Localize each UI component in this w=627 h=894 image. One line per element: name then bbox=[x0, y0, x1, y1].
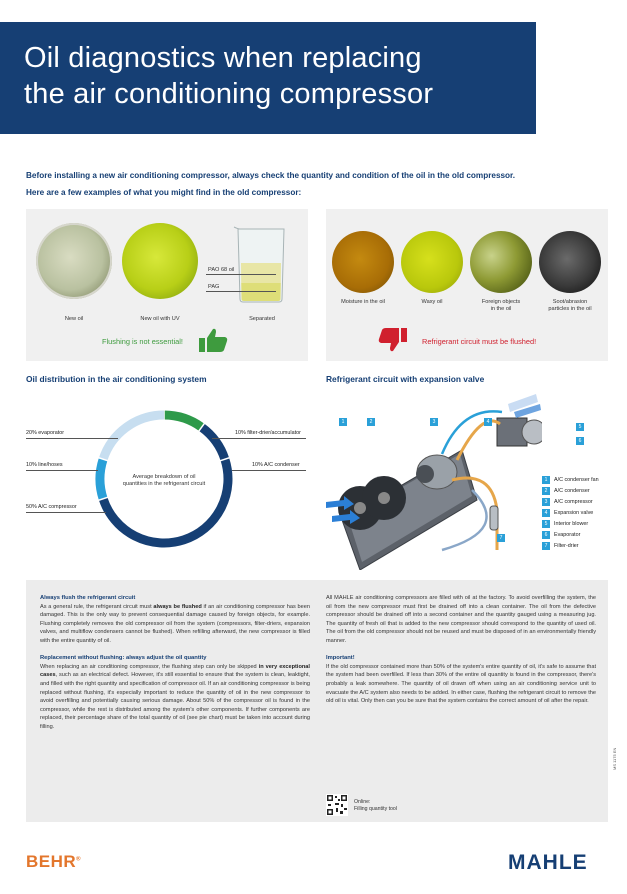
oil-distribution-title: Oil distribution in the air conditioning system bbox=[26, 374, 207, 384]
callout-4: 4 bbox=[484, 418, 492, 426]
soot-label-1: Soot/abrasion bbox=[552, 299, 588, 305]
foreign-label-1: Foreign objects bbox=[481, 299, 521, 305]
flush-not-essential: Flushing is not essential! bbox=[102, 337, 183, 346]
thumbs-up-icon bbox=[198, 327, 228, 353]
moisture-label: Moisture in the oil bbox=[341, 299, 385, 305]
legend-item: 5 Interior blower bbox=[542, 520, 588, 529]
new-oil-label: New oil bbox=[64, 316, 84, 322]
legend-item: 4 Expansion valve bbox=[542, 509, 593, 518]
intro-line-1: Before installing a new air conditioning compressor, always check the quantity and condition of the oil in the old compressor. bbox=[26, 171, 516, 180]
line-filter bbox=[212, 438, 306, 439]
line-compressor bbox=[26, 512, 106, 513]
panel-ok-oils bbox=[26, 209, 308, 361]
separated-label: Separated bbox=[249, 316, 275, 322]
heading-important: Important! bbox=[326, 655, 355, 662]
label-condenser: 10% A/C condenser bbox=[252, 462, 300, 468]
intro bbox=[26, 167, 611, 201]
callout-5: 5 bbox=[576, 423, 584, 431]
qr-code[interactable] bbox=[326, 794, 348, 816]
donut-center-line-1: Average breakdown of oil bbox=[132, 474, 196, 480]
callout-3: 3 bbox=[430, 418, 438, 426]
pao68-line bbox=[206, 274, 276, 275]
text-column-left bbox=[40, 594, 310, 740]
refrigerant-circuit-illustration bbox=[322, 390, 542, 570]
new-oil-uv-label: New oil with UV bbox=[140, 316, 180, 322]
soot-label-2: particles in the oil bbox=[548, 306, 592, 312]
qr-label: Online: Filling quantity tool bbox=[354, 799, 397, 812]
legend-item: 2 A/C condenser bbox=[542, 487, 590, 496]
panel-bad-oils bbox=[326, 209, 608, 361]
label-filter: 10% filter-drier/accumulator bbox=[235, 430, 301, 436]
paragraph-factory-fill: All MAHLE air conditioning compressors are filled with oil at the factory. To avoid overfilling the system, the oil from the new compressor must first be drained off into a clean container. The oil from the defective compressor should be drained off into a second container and the quantity gauged using a measuring jug. The quantity of fresh oil that is added to the new compressor should correspond to the quantity of used oil. The oil from the old compressor should not be reused and must be disposed of in an environmentally friendly manner. bbox=[326, 595, 596, 644]
pag-line bbox=[206, 291, 276, 292]
behr-logo: BEHR® bbox=[26, 852, 82, 871]
line-evaporator bbox=[26, 438, 118, 439]
donut-slice-a-c-compressor bbox=[103, 459, 228, 543]
waxy-label: Waxy oil bbox=[421, 299, 443, 305]
callout-2: 2 bbox=[367, 418, 375, 426]
donut-slice-line-hoses bbox=[100, 459, 103, 499]
text-column-right bbox=[326, 594, 596, 714]
foreign-label-2: in the oil bbox=[490, 306, 512, 312]
soot-dish bbox=[539, 231, 601, 293]
must-be-flushed: Refrigerant circuit must be flushed! bbox=[422, 337, 537, 346]
legend-item: 3 A/C compressor bbox=[542, 498, 593, 507]
pao68-label: PAO 68 oil bbox=[208, 267, 235, 273]
pag-label: PAG bbox=[208, 284, 220, 290]
intro-line-2: Here are a few examples of what you might find in the old compressor: bbox=[26, 188, 302, 197]
donut-slice-filter-drier-accumulator bbox=[164, 415, 202, 427]
callout-6: 6 bbox=[576, 437, 584, 445]
document-code: MS 1175 EN bbox=[612, 747, 617, 770]
label-evaporator: 20% evaporator bbox=[26, 430, 65, 436]
donut-slice-a-c-condenser bbox=[202, 427, 225, 459]
paragraph-always-flush: As a general rule, the refrigerant circuit must always be flushed if an air conditioning compressor has been damaged. This is the only way to prevent consequential damage caused by foreign objects, for example. Flushing completely removes the old compressor oil from the system (compressors, filter-driers, expansion valves, and multiflow condensers cannot be flushed). When refilling afterward, the new compressor is filled with the entire quantity of oil. bbox=[40, 603, 310, 644]
heading-without-flushing: Replacement without flushing: always adjust the oil quantity bbox=[40, 655, 207, 662]
callout-1: 1 bbox=[339, 418, 347, 426]
thumbs-down-icon bbox=[378, 327, 408, 353]
page-title: Oil diagnostics when replacing the air conditioning compressor bbox=[24, 42, 434, 110]
paragraph-without-flushing: When replacing an air conditioning compressor, the flushing step can only be skipped in very exceptional cases, such as an electrical defect. However, it's still essential to ensure that the system is clean, leaktight, and filled with the right quantity and specification of compressor oil. If an air conditioning compressor is being replaced without flushing, it's especially important to reduce the quantity of oil in the new compressor to avoid overfilling and potentially causing serious damage. About 50% of the compressor oil is found in the compressor, while the rest is distributed among the system's other components. If further components are replaced, their percentage share of the total quantity of oil (see pie chart) must be taken into account during filling. bbox=[40, 663, 310, 730]
callout-7: 7 bbox=[497, 534, 505, 542]
line-lines bbox=[26, 470, 98, 471]
refrigerant-circuit-title: Refrigerant circuit with expansion valve bbox=[326, 374, 485, 384]
line-condenser bbox=[232, 470, 306, 471]
title-band bbox=[0, 22, 536, 134]
waxy-dish bbox=[401, 231, 463, 293]
label-compressor: 50% A/C compressor bbox=[26, 504, 77, 510]
legend-item: 1 A/C condenser fan bbox=[542, 476, 599, 485]
label-lines: 10% line/hoses bbox=[26, 462, 63, 468]
new-oil-dish bbox=[36, 223, 112, 299]
mahle-logo: MAHLE bbox=[508, 851, 588, 874]
heading-always-flush: Always flush the refrigerant circuit bbox=[40, 595, 136, 601]
paragraph-important: If the old compressor contained more than 50% of the system's entire quantity of oil, it's safe to assume that the system had been overfilled. If less than 30% of the entire oil quantity is found in the compressor, there's probably a leak somewhere. The quantity of oil drawn off when using an air conditioning service unit to evacuate the A/C system also needs to be added. In either case, flushing the refrigerant circuit to remove the old oil is vital. Only then can you be sure that the system contains the correct amount of oil after the repair. bbox=[326, 663, 596, 705]
legend-item: 7 Filter-drier bbox=[542, 542, 579, 551]
foreign-objects-dish bbox=[470, 231, 532, 293]
text-panel bbox=[26, 580, 608, 822]
moisture-dish bbox=[332, 231, 394, 293]
donut-center-line-2: quantities in the refrigerant circuit bbox=[122, 481, 206, 487]
new-oil-uv-dish bbox=[122, 223, 198, 299]
legend-item: 6 Evaporator bbox=[542, 531, 580, 540]
